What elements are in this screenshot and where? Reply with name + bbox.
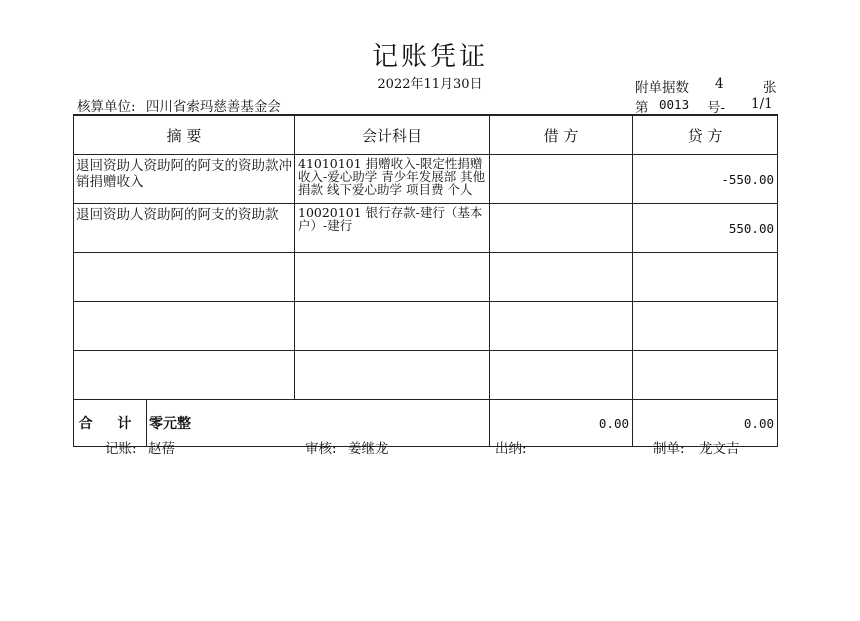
table-row [74,253,778,302]
table-header-row [74,115,778,155]
col-header-debit: 借 方 [490,115,633,155]
entry-summary [74,302,295,351]
voucher-no-suffix: 号- [707,100,726,116]
unit-name: 四川省索玛慈善基金会 [145,99,281,115]
cashier-label: 出纳: [495,441,527,457]
entry-summary [74,351,295,400]
entry-subject: 10020101 银行存款-建行（基本户）-建行 [295,204,490,253]
attach-label: 附单据数 [635,80,689,96]
table-row [74,204,778,253]
bookkeeper-name: 赵蓓 [148,441,175,457]
entry-subject [295,351,490,400]
maker-name: 龙文吉 [699,441,740,457]
unit-label: 核算单位: [77,99,136,115]
col-header-summary: 摘 要 [74,115,295,155]
entry-debit [490,351,633,400]
entry-debit [490,155,633,204]
entry-debit [490,302,633,351]
entry-subject [295,253,490,302]
entry-credit: 550.00 [633,204,778,253]
bookkeeper-label: 记账: [105,441,137,457]
entry-subject [295,302,490,351]
voucher-no-prefix: 第 [635,100,649,116]
table-row [74,302,778,351]
entry-debit [490,253,633,302]
total-credit: 0.00 [633,400,778,447]
table-row [74,351,778,400]
voucher-title: 记账凭证 [371,42,488,72]
table-row [74,155,778,204]
entry-credit [633,351,778,400]
accounting-unit [77,95,281,115]
voucher-date: 2022年11月30日 [377,77,483,92]
reviewer-label: 审核: [305,441,337,457]
reviewer-name: 姜继龙 [348,441,389,457]
total-uppercase: 零元整 [149,416,191,432]
total-label: 合 计 [74,400,147,446]
voucher-no-value: 0013 [659,97,690,112]
entry-summary: 退回资助人资助阿的阿支的资助款 [74,204,295,253]
entry-credit [633,302,778,351]
entry-credit: -550.00 [633,155,778,204]
attach-count-value: 4 [715,76,724,92]
voucher-page: 1/1 [751,96,773,112]
maker-label: 制单: [653,441,685,457]
entry-summary: 退回资助人资助阿的阿支的资助款冲销捐赠收入 [74,155,295,204]
attach-unit: 张 [763,80,777,96]
entry-summary [74,253,295,302]
voucher-table [73,114,778,447]
col-header-credit: 贷 方 [633,115,778,155]
entry-subject: 41010101 捐赠收入-限定性捐赠收入-爱心助学 青少年发展部 其他捐款 线下爱心助学 项目费 个人 [295,155,490,204]
total-debit: 0.00 [490,400,633,447]
col-header-subject: 会计科目 [295,115,490,155]
entry-credit [633,253,778,302]
entry-debit [490,204,633,253]
